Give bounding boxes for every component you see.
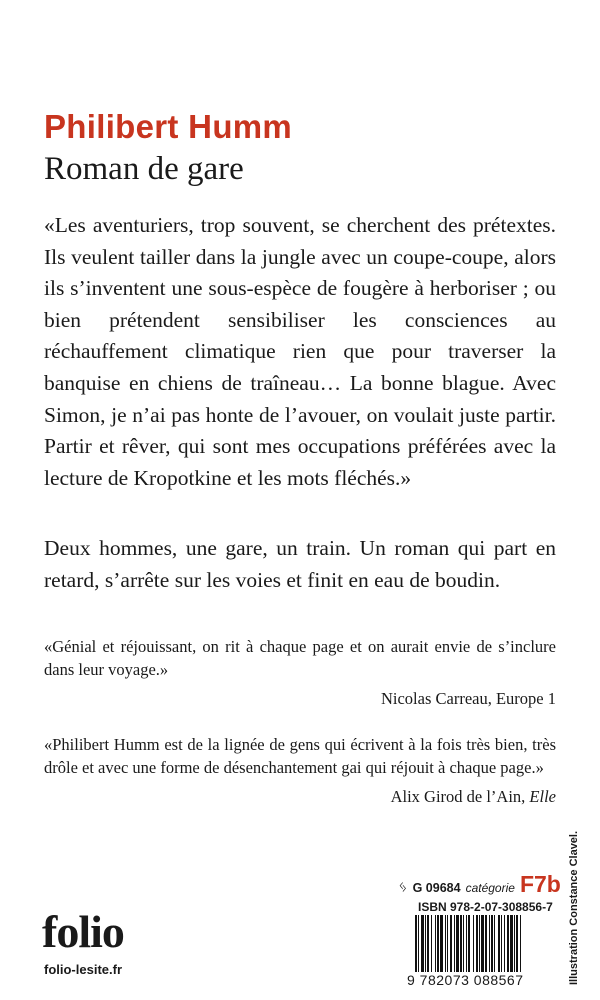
barcode-bars-icon	[413, 915, 558, 973]
barcode-number: 9 782073 088567	[407, 972, 562, 988]
review-2-outlet: Elle	[529, 787, 556, 806]
review-2-author: Alix Girod de l’Ain,	[390, 787, 530, 806]
author-name: Philibert Humm	[44, 108, 293, 145]
review-1-text: «Génial et réjouissant, on rit à chaque page et on aurait envie de s’inclure dans leur voyage.»	[44, 637, 556, 679]
excerpt-text: «Les aventuriers, trop souvent, se cherchent des prétextes. Ils veulent tailler dans la jungle avec un coupe-coupe, alors ils s’inventent une sous-espèce de fougère à herboriser ; ou bien prétendent sensibiliser les consciences au réchauffement climatique rien que pour traverser la banquise en chiens de traîneau… La bonne blague. Avec Simon, je n’ai pas honte de l’avouer, on voulait juste partir. Partir et rêver, qui sont mes occupations préférées avec la lecture de Kropotkine et les mots fléchés.»	[44, 213, 556, 490]
illustration-credit: Illustration Constance Clavel.	[568, 830, 580, 985]
excerpt-quote	[44, 210, 556, 494]
review-2-source	[44, 785, 556, 808]
review-1	[44, 635, 556, 710]
catalog-code: G 09684	[412, 881, 461, 895]
review-1-source: Nicolas Carreau, Europe 1	[380, 689, 556, 708]
book-pitch: Deux hommes, une gare, un train. Un roman qui part en retard, s’arrête sur les voies et finit en eau de boudin.	[44, 536, 556, 592]
category-label: catégorie	[465, 881, 515, 895]
publisher-website: folio-lesite.fr	[44, 962, 123, 977]
review-2-text: «Philibert Humm est de la lignée de gens qui écrivent à la fois très bien, très drôle et avec une forme de désenchantement gai qui réjouit à chaque page.»	[44, 735, 556, 777]
category-code: F7b	[519, 871, 561, 897]
gallimard-logo-icon: ᛃ	[398, 879, 408, 896]
folio-logo: folio	[42, 906, 124, 957]
catalog-info	[398, 871, 561, 898]
book-title: Roman de gare	[44, 151, 244, 187]
review-2	[44, 733, 556, 808]
isbn: ISBN 978-2-07-308856-7	[418, 900, 553, 914]
